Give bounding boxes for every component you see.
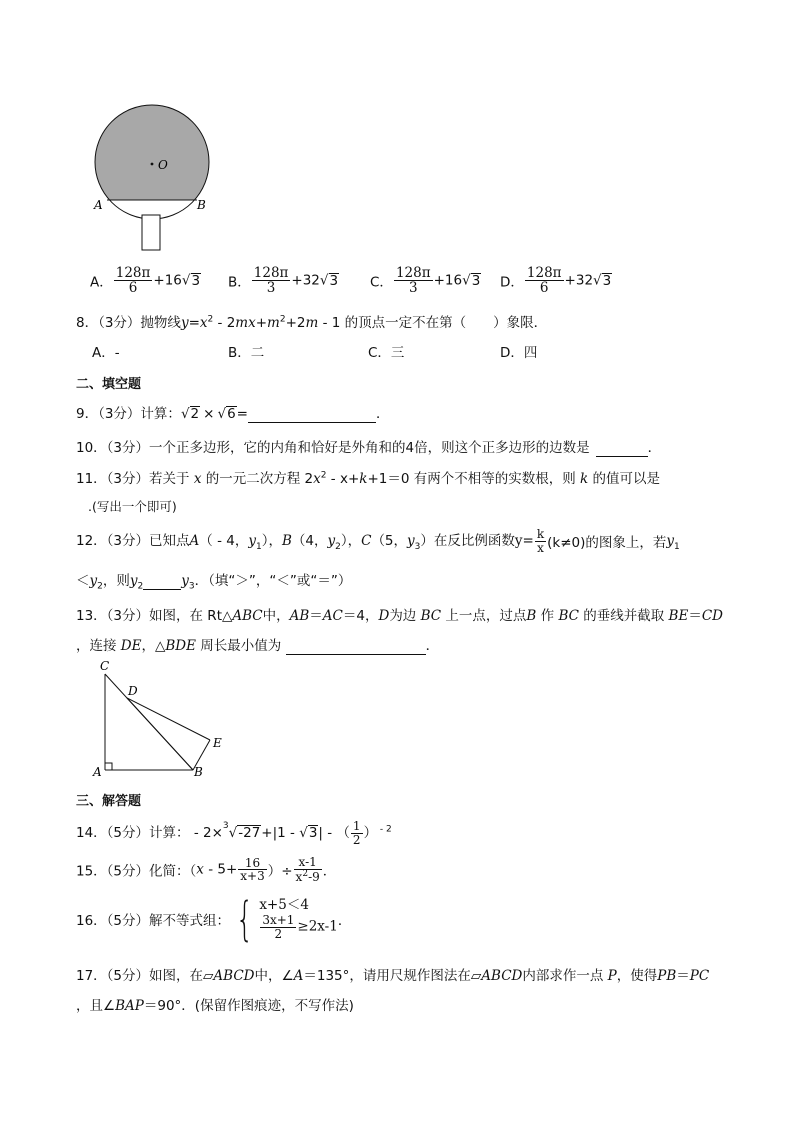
q8-option-b[interactable]: B．二: [228, 345, 265, 361]
q8-option-d[interactable]: D．四: [500, 345, 538, 361]
right-angle-mark: [105, 763, 112, 770]
section-solve: 三、解答题: [76, 794, 142, 809]
q12-answer-blank[interactable]: [143, 573, 181, 590]
q9-answer-blank[interactable]: [248, 406, 376, 423]
q8-stem: 8．（3分）抛物线$y=x^2 - 2mx+m^2+2m - 1$ 的顶点一定不在第（ ）象限．: [76, 314, 548, 331]
q11-stem-line1: 11．（3分）若关于 x 的一元二次方程 $2x^2 - x+k+1=0$ 有两个不相等的实数根，则 k 的值可以是: [76, 470, 661, 487]
segment-de: [127, 698, 210, 740]
label-e: E: [213, 736, 222, 750]
q13-stem-line2: ，连接 DE，△BDE 周长最小值为 ．: [76, 638, 440, 654]
q7-option-c[interactable]: C． $\frac{128\pi}{3}$ +16√3: [370, 265, 481, 297]
q13-answer-blank[interactable]: [286, 638, 426, 655]
figure-triangle: [90, 656, 240, 781]
label-a2: A: [93, 765, 102, 779]
section-fill-in: 二、填空题: [76, 377, 142, 392]
label-c: C: [100, 659, 110, 673]
q11-stem-line2: .(写出一个即可): [88, 499, 177, 514]
segment-db: [127, 698, 193, 770]
q12-stem-line2: $<y_2$，则$y_2$ $y_3$．（填“＞”，“＜”或“＝”）: [76, 573, 352, 592]
q8-option-a[interactable]: A．-: [92, 345, 120, 361]
q16-stem: 16．（5分）解不等式组： { x+5＜4 $\frac{3x+1}{2}$ ≥2x-1 ．: [76, 892, 352, 946]
q8-option-c[interactable]: C．三: [368, 345, 405, 361]
q14-stem: 14．（5分）计算： - 2×$^3$√-27+|1 - √3| - （ $\frac{1}{2}$ ） $^{- 2}$: [76, 819, 392, 847]
q9-stem: 9．（3分）计算：√2 × √6= ．: [76, 406, 390, 422]
q15-stem: 15．（5分）化简：（x - 5+ $\frac{16}{x+3}$ ）÷ $\frac{x-1}{x^2-9}$ ．: [76, 855, 337, 884]
q10-stem: 10．（3分）一个正多边形，它的内角和恰好是外角和的4倍，则这个正多边形的边数是 ．: [76, 440, 662, 456]
q13-stem-line1: 13．（3分）如图，在 Rt△ABC中，AB＝AC＝4，D为边 BC 上一点，过点B 作 BC 的垂线并截取 BE＝CD: [76, 608, 723, 624]
figure-circle-paddle: [85, 90, 225, 255]
label-d: D: [128, 684, 138, 698]
label-b2: B: [194, 765, 203, 779]
label-o: O: [158, 158, 168, 172]
q17-stem-line1: 17．（5分）如图，在▱ABCD中，∠A＝135°，请用尺规作图法在▱ABCD内部求作一点 P，使得PB＝PC: [76, 968, 710, 984]
q12-stem-line1: 12．（3分）已知点A（ - 4，$y_1$），B（4，$y_2$），C（5，$y_3$）在反比例函数y= $\frac{k}{x}$ (k≠0)的图象上，若$y_1$: [76, 527, 680, 555]
q7-option-d[interactable]: D． $\frac{128\pi}{6}$ +32√3: [500, 265, 612, 297]
q7-option-b[interactable]: B． $\frac{128\pi}{3}$ +32√3: [228, 265, 339, 297]
q7-options: [90, 262, 710, 298]
paddle-handle: [142, 215, 160, 250]
q17-stem-line2: ，且∠BAP＝90°．(保留作图痕迹，不写作法): [76, 998, 354, 1014]
label-b: B: [197, 198, 206, 212]
q10-answer-blank[interactable]: [596, 440, 648, 457]
label-a: A: [94, 198, 103, 212]
center-dot: [151, 163, 154, 166]
q7-option-a[interactable]: A． $\frac{128\pi}{6}$ +16√3: [90, 265, 201, 297]
